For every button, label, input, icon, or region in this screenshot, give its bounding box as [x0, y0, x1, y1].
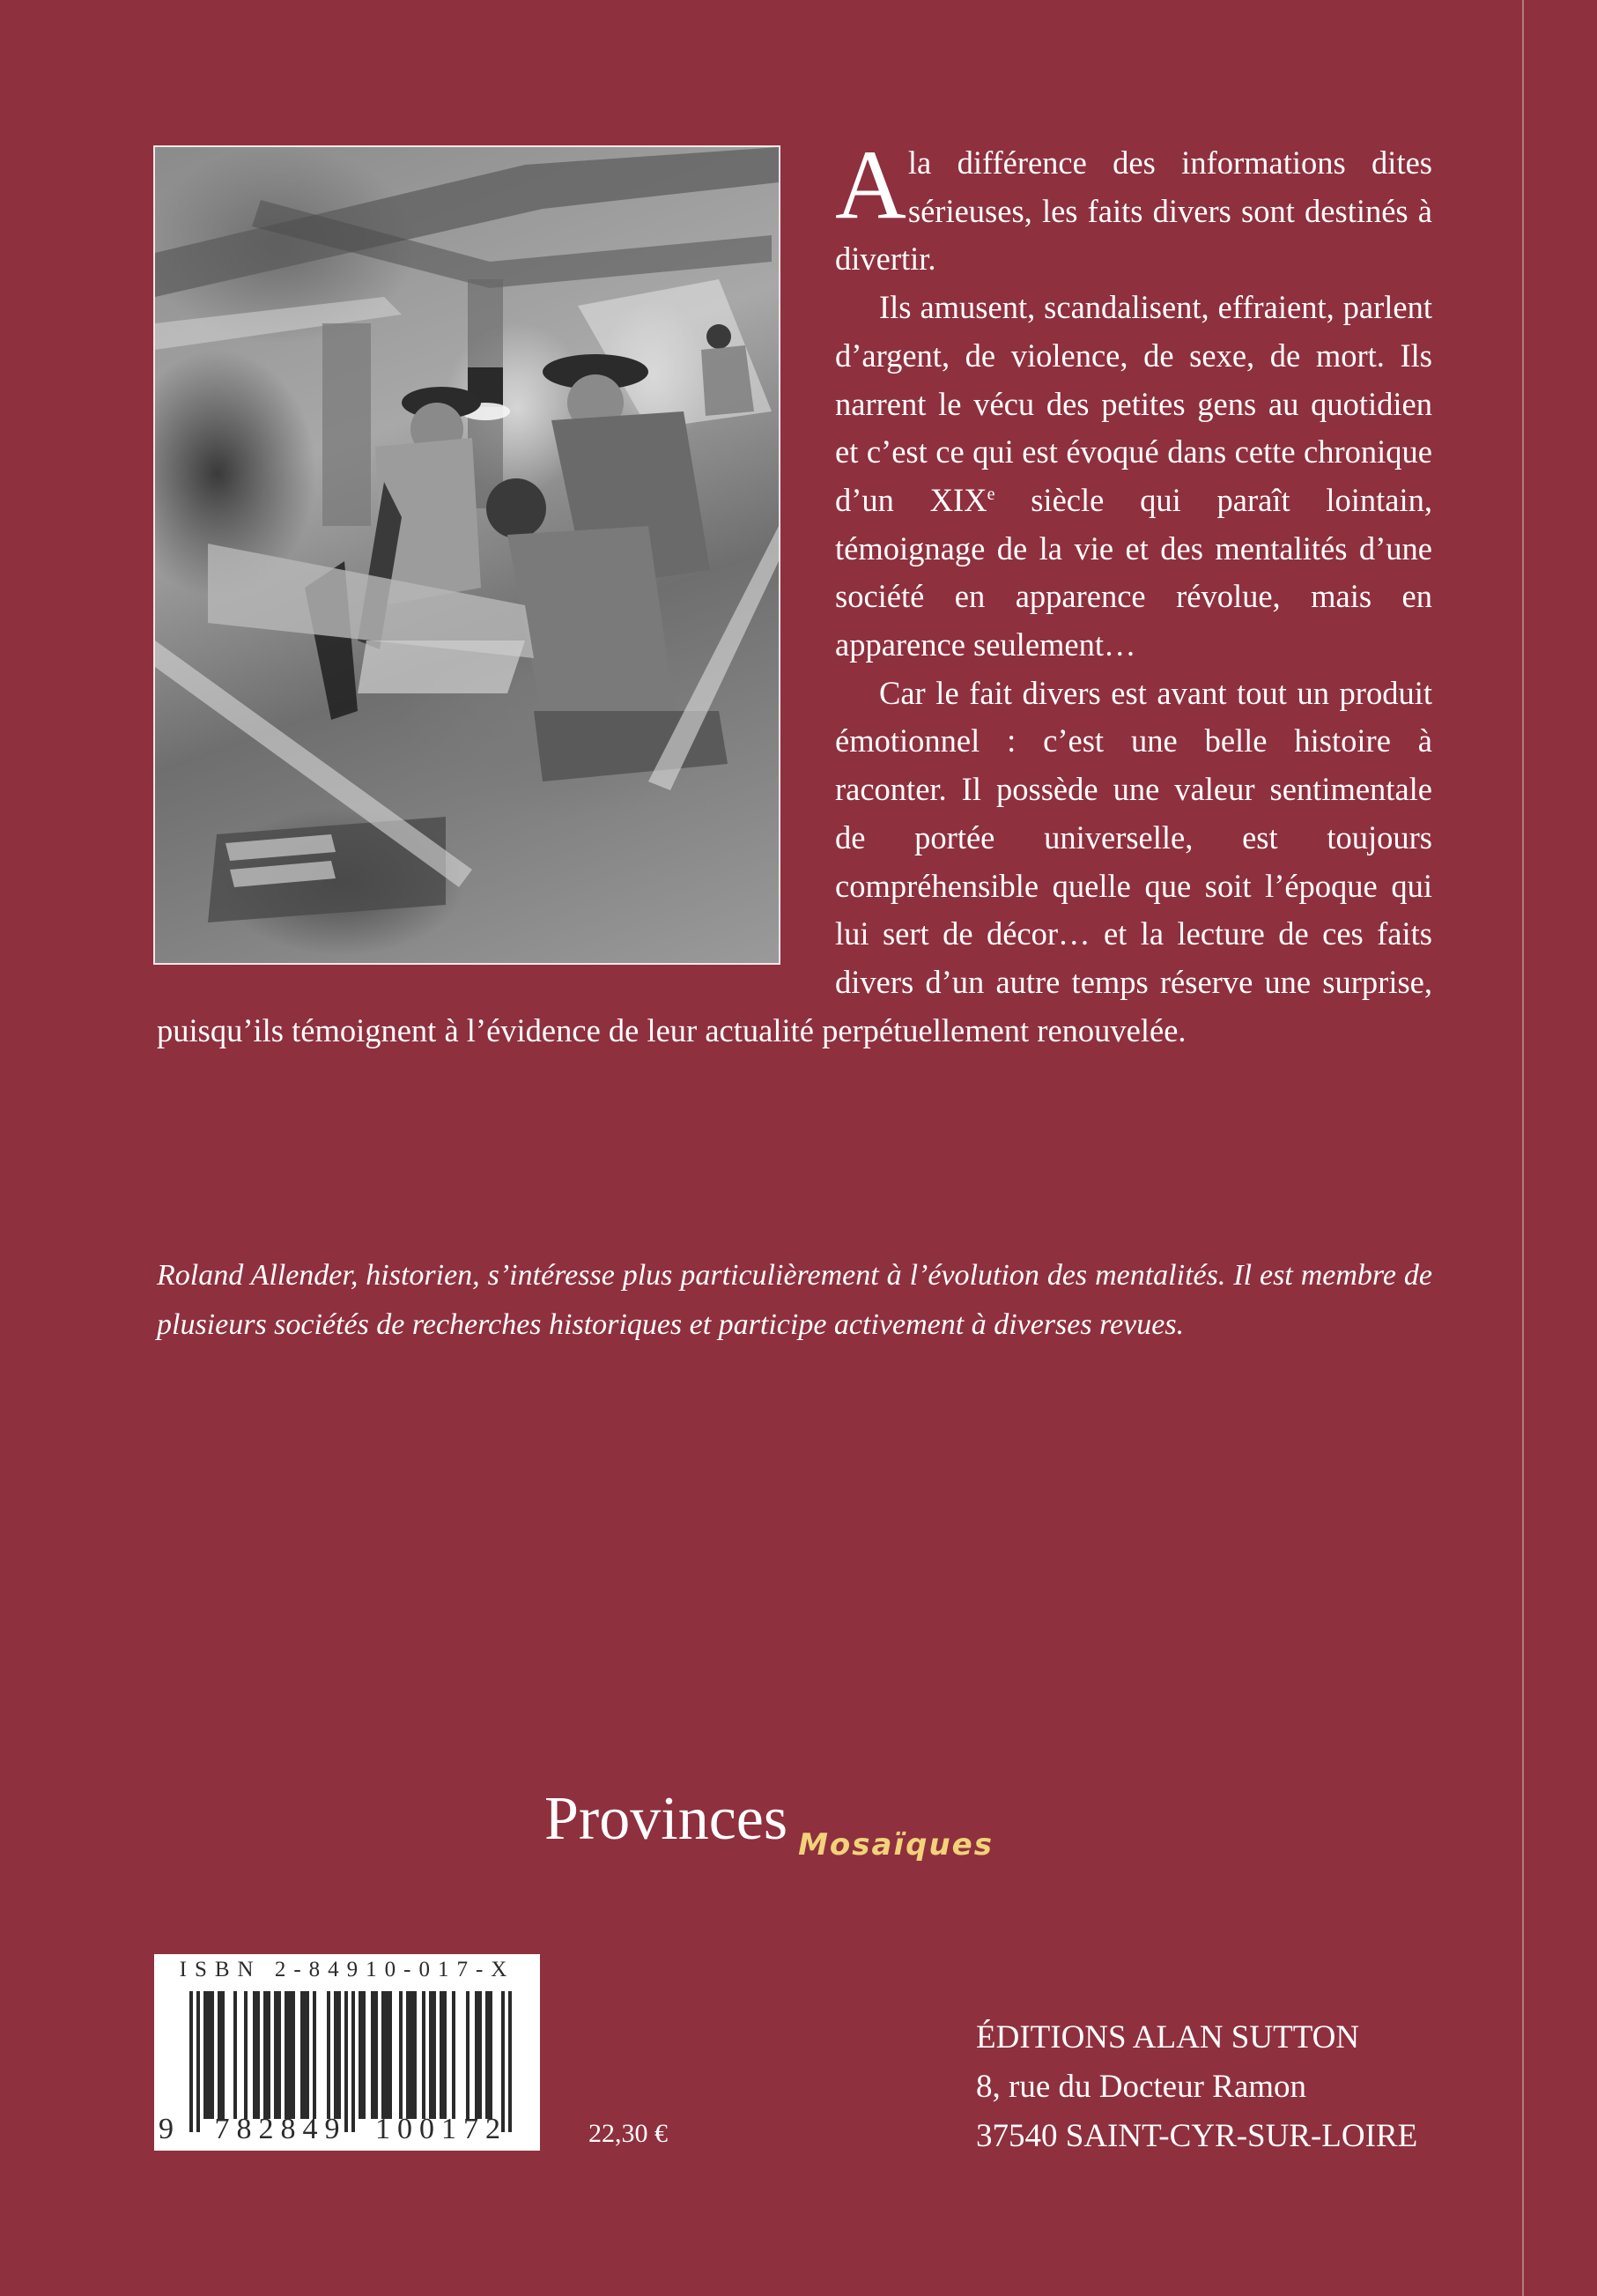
publisher-city: 37540 SAINT-CYR-SUR-LOIRE: [976, 2118, 1418, 2154]
publisher-street: 8, rue du Docteur Ramon: [976, 2069, 1307, 2105]
author-bio: Roland Allender, historien, s’intéresse plus particulièrement à l’évolution des mentalités. Il est membre de plusieurs sociétés de recherches historiques et participe activement à diverses revues.: [157, 1259, 1432, 1341]
isbn-label: ISBN 2-84910-017-X: [179, 1958, 515, 1981]
blurb-paragraph-1: Ala différence des informations dites sérieuses, les faits divers sont destinés à divertir.: [835, 130, 1432, 278]
century-superscript: e: [987, 484, 995, 504]
isbn-barcode: [154, 1954, 540, 2151]
drop-cap: A: [835, 130, 906, 240]
blurb-paragraph-2: Ils amusent, scandalisent, effraient, parlent d’argent, de violence, de sexe, de mort. Ils narrent le vécu des petites gens au quotidien et c’est ce qui est évoqué dans cette chronique d’un XIXe siècle qui paraît lointain, témoignage de la vie et des mentalités d’une société en apparence révolue, mais en apparence seulement…: [835, 289, 1432, 663]
back-cover-blurb: [157, 130, 1432, 1055]
illustration-wrap-spacer: [157, 139, 835, 976]
publisher-address: [976, 2013, 1417, 2161]
publisher-name: ÉDITIONS ALAN SUTTON: [976, 2019, 1360, 2055]
price-label: 22,30 €: [588, 2119, 668, 2148]
barcode-bars: [189, 1991, 515, 2132]
series-name: Provinces: [544, 1785, 788, 1853]
ean-digits: 9 782849 100172: [159, 2113, 507, 2145]
series-logo: [544, 1784, 994, 1863]
spine-fold-line: [1522, 0, 1524, 2296]
series-subname: Mosaïques: [798, 1827, 994, 1863]
blurb-paragraph-3: Car le fait divers est avant tout un produit émotionnel : c’est une belle histoire à raconter. Il possède une valeur sentimentale de portée universelle, est toujours compréhensible quelle que soit l’époque qui lui sert de décor… et la lecture de ces faits divers d’un autre temps réserve une surprise, puisqu’ils témoignent à l’évidence de leur actualité perpétuellement renouvelée.: [157, 674, 1432, 1048]
